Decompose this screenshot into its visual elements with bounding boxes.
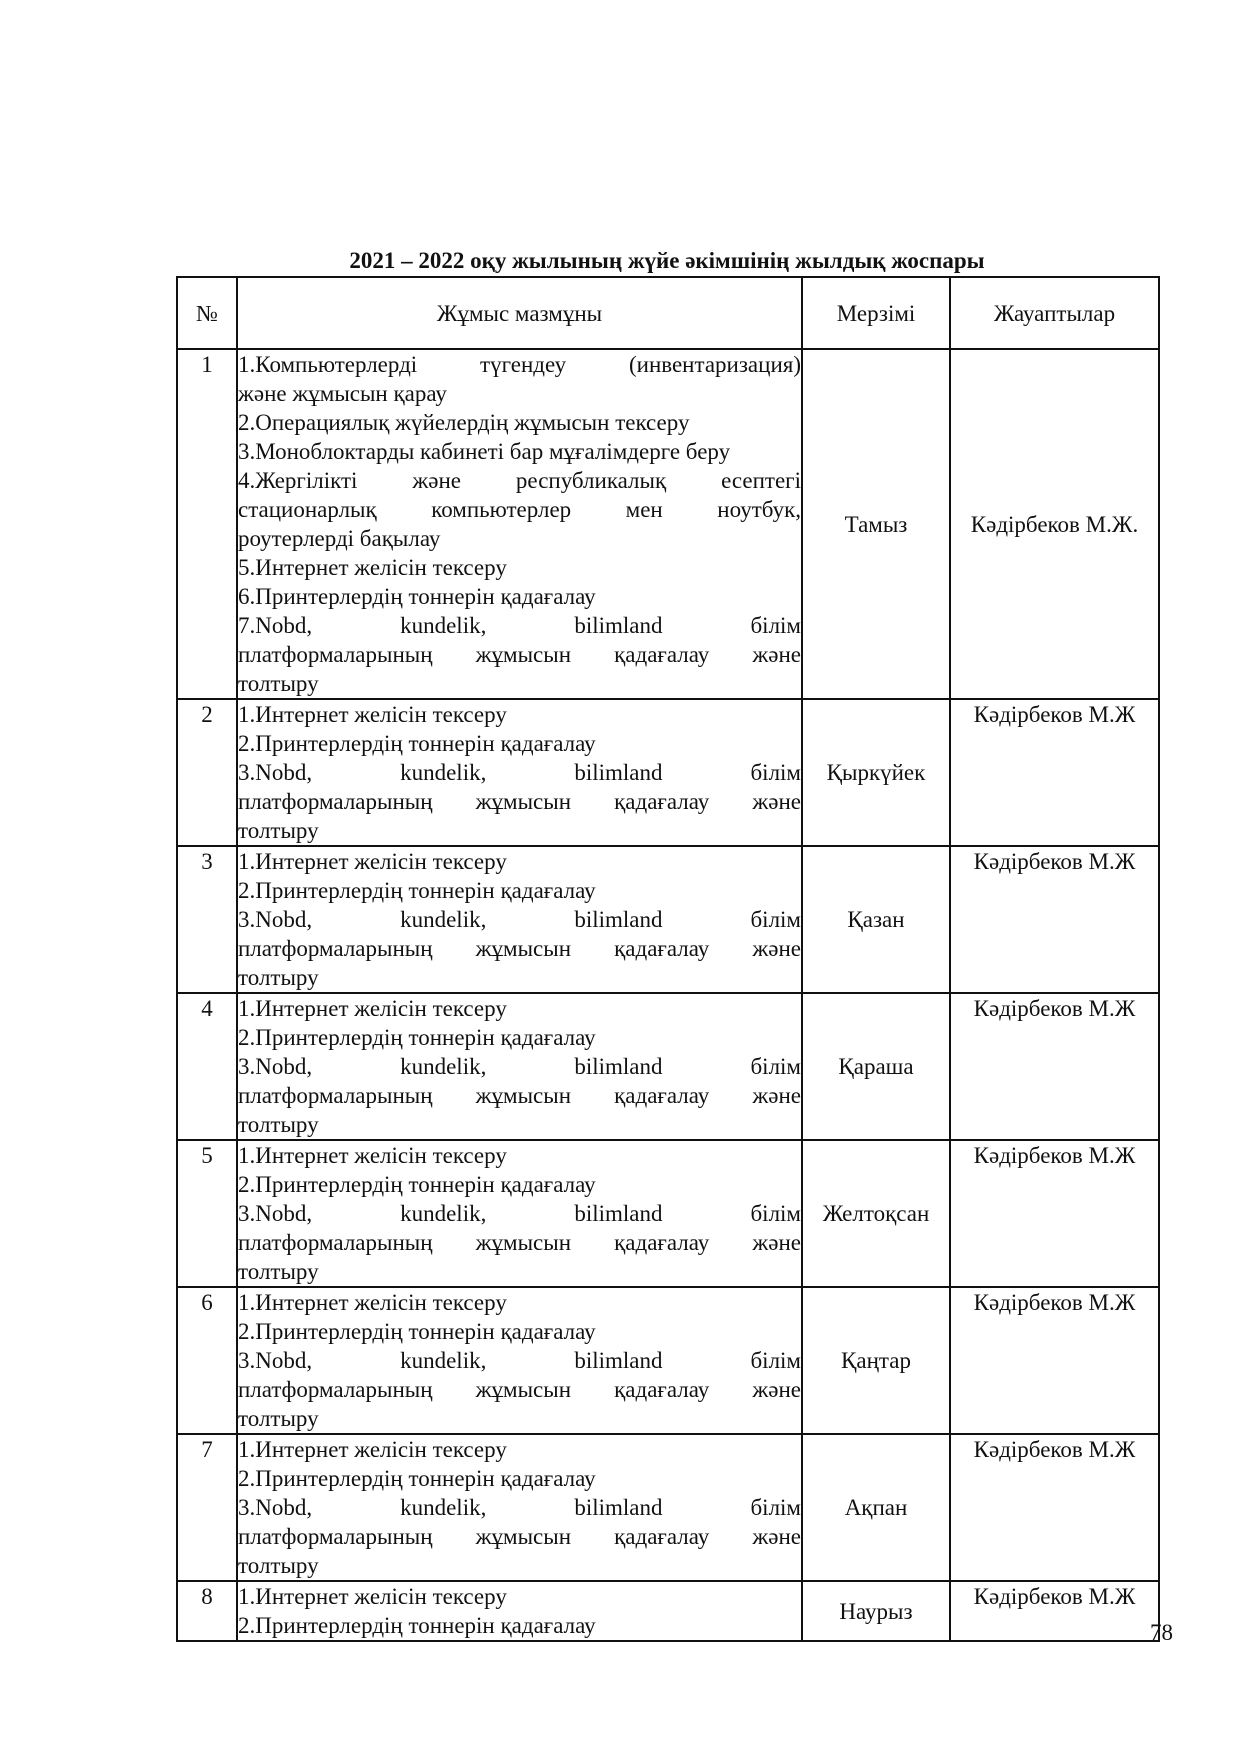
term-cell: Ақпан <box>802 1434 950 1581</box>
work-content-line: платформаларының жұмысын қадағалау және <box>238 1524 801 1549</box>
term-cell: Қыркүйек <box>802 699 950 846</box>
work-content-line: 1.Интернет желісін тексеру <box>238 1143 507 1168</box>
work-content-cell <box>237 846 802 993</box>
table-row <box>177 993 1159 1140</box>
annual-plan-table <box>176 276 1160 1642</box>
row-number: 2 <box>177 699 237 846</box>
work-content-line: платформаларының жұмысын қадағалау және <box>238 936 801 961</box>
work-content-line: 3.Nobd, kundelik, bilimland білім <box>238 1495 801 1520</box>
work-content-line: 2.Операциялық жүйелердің жұмысын тексеру <box>238 410 690 435</box>
page-number: 78 <box>1150 1620 1173 1645</box>
responsible-cell: Кәдірбеков М.Ж <box>950 699 1159 846</box>
responsible-cell: Кәдірбеков М.Ж <box>950 1581 1159 1641</box>
work-content-line: 3.Nobd, kundelik, bilimland білім <box>238 1348 801 1373</box>
work-content-line: 1.Интернет желісін тексеру <box>238 1290 507 1315</box>
work-content-line: 3.Nobd, kundelik, bilimland білім <box>238 1054 801 1079</box>
work-content-line: 2.Принтерлердің тоннерін қадағалау <box>238 1466 596 1491</box>
work-content-line: платформаларының жұмысын қадағалау және <box>238 642 801 667</box>
work-content-line: 3.Nobd, kundelik, bilimland білім <box>238 907 801 932</box>
term-cell: Желтоқсан <box>802 1140 950 1287</box>
term-cell: Тамыз <box>802 349 950 699</box>
header-number: № <box>177 277 237 349</box>
work-content-cell <box>237 1581 802 1641</box>
work-content-line: 3.Nobd, kundelik, bilimland білім <box>238 760 801 785</box>
table-row <box>177 349 1159 699</box>
work-content-line: және жұмысын қарау <box>238 381 447 406</box>
work-content-line: 2.Принтерлердің тоннерін қадағалау <box>238 1025 596 1050</box>
work-content-cell <box>237 699 802 846</box>
work-content-cell <box>237 1434 802 1581</box>
row-number: 6 <box>177 1287 237 1434</box>
row-number: 5 <box>177 1140 237 1287</box>
header-responsible: Жауаптылар <box>950 277 1159 349</box>
work-content-line: 2.Принтерлердің тоннерін қадағалау <box>238 731 596 756</box>
work-content-line: платформаларының жұмысын қадағалау және <box>238 1377 801 1402</box>
responsible-cell: Кәдірбеков М.Ж. <box>950 349 1159 699</box>
header-term: Мерзімі <box>802 277 950 349</box>
work-content-line: 1.Интернет желісін тексеру <box>238 996 507 1021</box>
responsible-cell: Кәдірбеков М.Ж <box>950 1287 1159 1434</box>
work-content-line: толтыру <box>238 671 319 696</box>
work-content-line: толтыру <box>238 1553 319 1578</box>
work-content-line: толтыру <box>238 818 319 843</box>
work-content-line: толтыру <box>238 1406 319 1431</box>
work-content-line: платформаларының жұмысын қадағалау және <box>238 1083 801 1108</box>
row-number: 7 <box>177 1434 237 1581</box>
work-content-line: роутерлерді бақылау <box>238 526 441 551</box>
row-number: 4 <box>177 993 237 1140</box>
work-content-line: стационарлық компьютерлер мен ноутбук, <box>238 497 801 522</box>
work-content-line: 4.Жергілікті және республикалық есептегі <box>238 468 801 493</box>
work-content-line: 2.Принтерлердің тоннерін қадағалау <box>238 1319 596 1344</box>
work-content-line: толтыру <box>238 1259 319 1284</box>
work-content-line: платформаларының жұмысын қадағалау және <box>238 789 801 814</box>
row-number: 1 <box>177 349 237 699</box>
term-cell: Наурыз <box>802 1581 950 1641</box>
responsible-cell: Кәдірбеков М.Ж <box>950 1434 1159 1581</box>
work-content-line: платформаларының жұмысын қадағалау және <box>238 1230 801 1255</box>
table-row <box>177 1287 1159 1434</box>
work-content-line: 1.Компьютерлерді түгендеу (инвентаризация) <box>238 352 801 377</box>
term-cell: Қаңтар <box>802 1287 950 1434</box>
row-number: 8 <box>177 1581 237 1641</box>
work-content-line: 1.Интернет желісін тексеру <box>238 1437 507 1462</box>
work-content-line: 2.Принтерлердің тоннерін қадағалау <box>238 1172 596 1197</box>
table-row <box>177 699 1159 846</box>
work-content-line: толтыру <box>238 965 319 990</box>
responsible-cell: Кәдірбеков М.Ж <box>950 993 1159 1140</box>
work-content-line: 3.Nobd, kundelik, bilimland білім <box>238 1201 801 1226</box>
row-number: 3 <box>177 846 237 993</box>
work-content-line: 5.Интернет желісін тексеру <box>238 555 507 580</box>
work-content-line: 1.Интернет желісін тексеру <box>238 849 507 874</box>
table-header-row <box>177 277 1159 349</box>
table-row <box>177 1140 1159 1287</box>
work-content-line: толтыру <box>238 1112 319 1137</box>
document-title: 2021 – 2022 оқу жылының жүйе әкімшінің жылдық жоспары <box>349 248 985 273</box>
work-content-line: 6.Принтерлердің тоннерін қадағалау <box>238 584 596 609</box>
work-content-line: 7.Nobd, kundelik, bilimland білім <box>238 613 801 638</box>
work-content-line: 1.Интернет желісін тексеру <box>238 702 507 727</box>
responsible-cell: Кәдірбеков М.Ж <box>950 846 1159 993</box>
responsible-cell: Кәдірбеков М.Ж <box>950 1140 1159 1287</box>
work-content-line: 2.Принтерлердің тоннерін қадағалау <box>238 1613 596 1638</box>
work-content-line: 3.Моноблоктарды кабинеті бар мұғалімдерге беру <box>238 439 731 464</box>
table-row <box>177 846 1159 993</box>
work-content-line: 2.Принтерлердің тоннерін қадағалау <box>238 878 596 903</box>
work-content-cell <box>237 349 802 699</box>
term-cell: Қараша <box>802 993 950 1140</box>
header-work-content: Жұмыс мазмұны <box>237 277 802 349</box>
table-body <box>177 349 1159 1641</box>
term-cell: Қазан <box>802 846 950 993</box>
work-content-cell <box>237 1140 802 1287</box>
table-row <box>177 1434 1159 1581</box>
table-row <box>177 1581 1159 1641</box>
work-content-cell <box>237 993 802 1140</box>
work-content-line: 1.Интернет желісін тексеру <box>238 1584 507 1609</box>
work-content-cell <box>237 1287 802 1434</box>
